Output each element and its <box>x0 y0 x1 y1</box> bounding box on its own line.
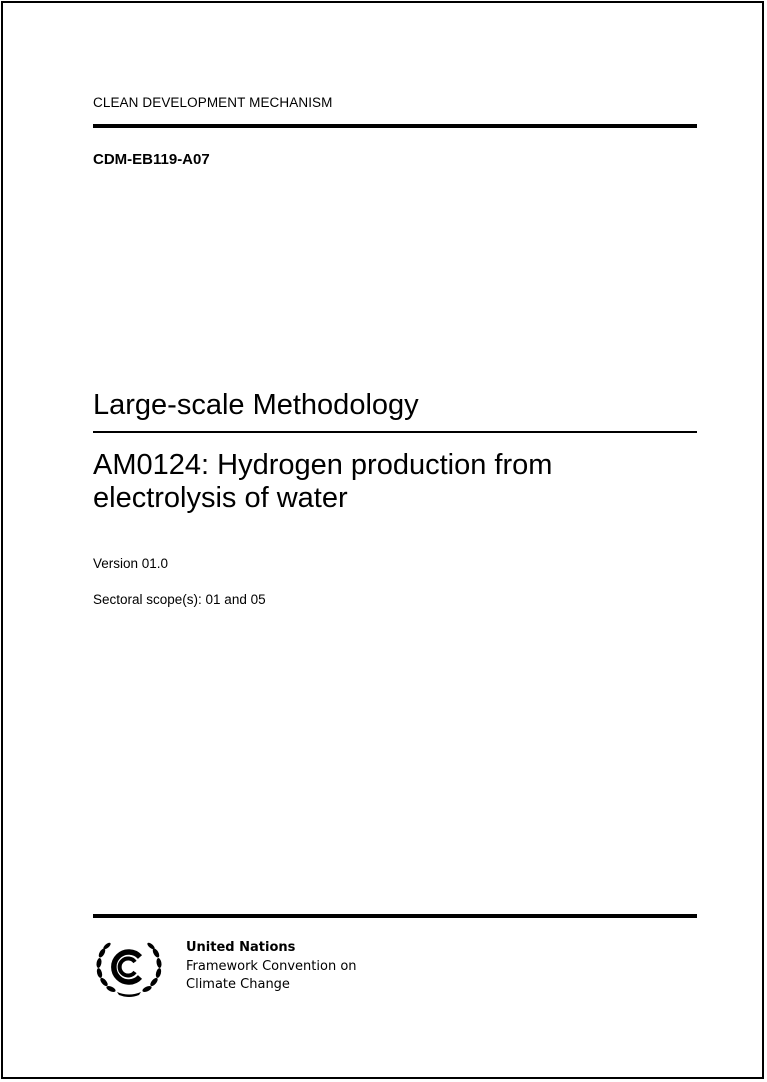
unfccc-laurel-c-icon <box>93 937 165 997</box>
header-divider <box>93 124 697 128</box>
org-line-2: Framework Convention on <box>186 958 357 974</box>
version-label: Version 01.0 <box>93 556 169 571</box>
document-title: AM0124: Hydrogen production from electrolysis of water <box>93 449 553 514</box>
organization-name-block <box>186 939 357 995</box>
document-page <box>1 1 764 1079</box>
footer-divider <box>93 914 697 918</box>
header-label: CLEAN DEVELOPMENT MECHANISM <box>93 95 333 110</box>
document-code: CDM-EB119-A07 <box>93 151 210 168</box>
org-line-3: Climate Change <box>186 977 290 992</box>
org-name: United Nations <box>186 940 296 955</box>
title-divider <box>93 431 697 433</box>
document-type-heading: Large-scale Methodology <box>93 389 419 421</box>
sectoral-scope-label: Sectoral scope(s): 01 and 05 <box>93 592 266 607</box>
